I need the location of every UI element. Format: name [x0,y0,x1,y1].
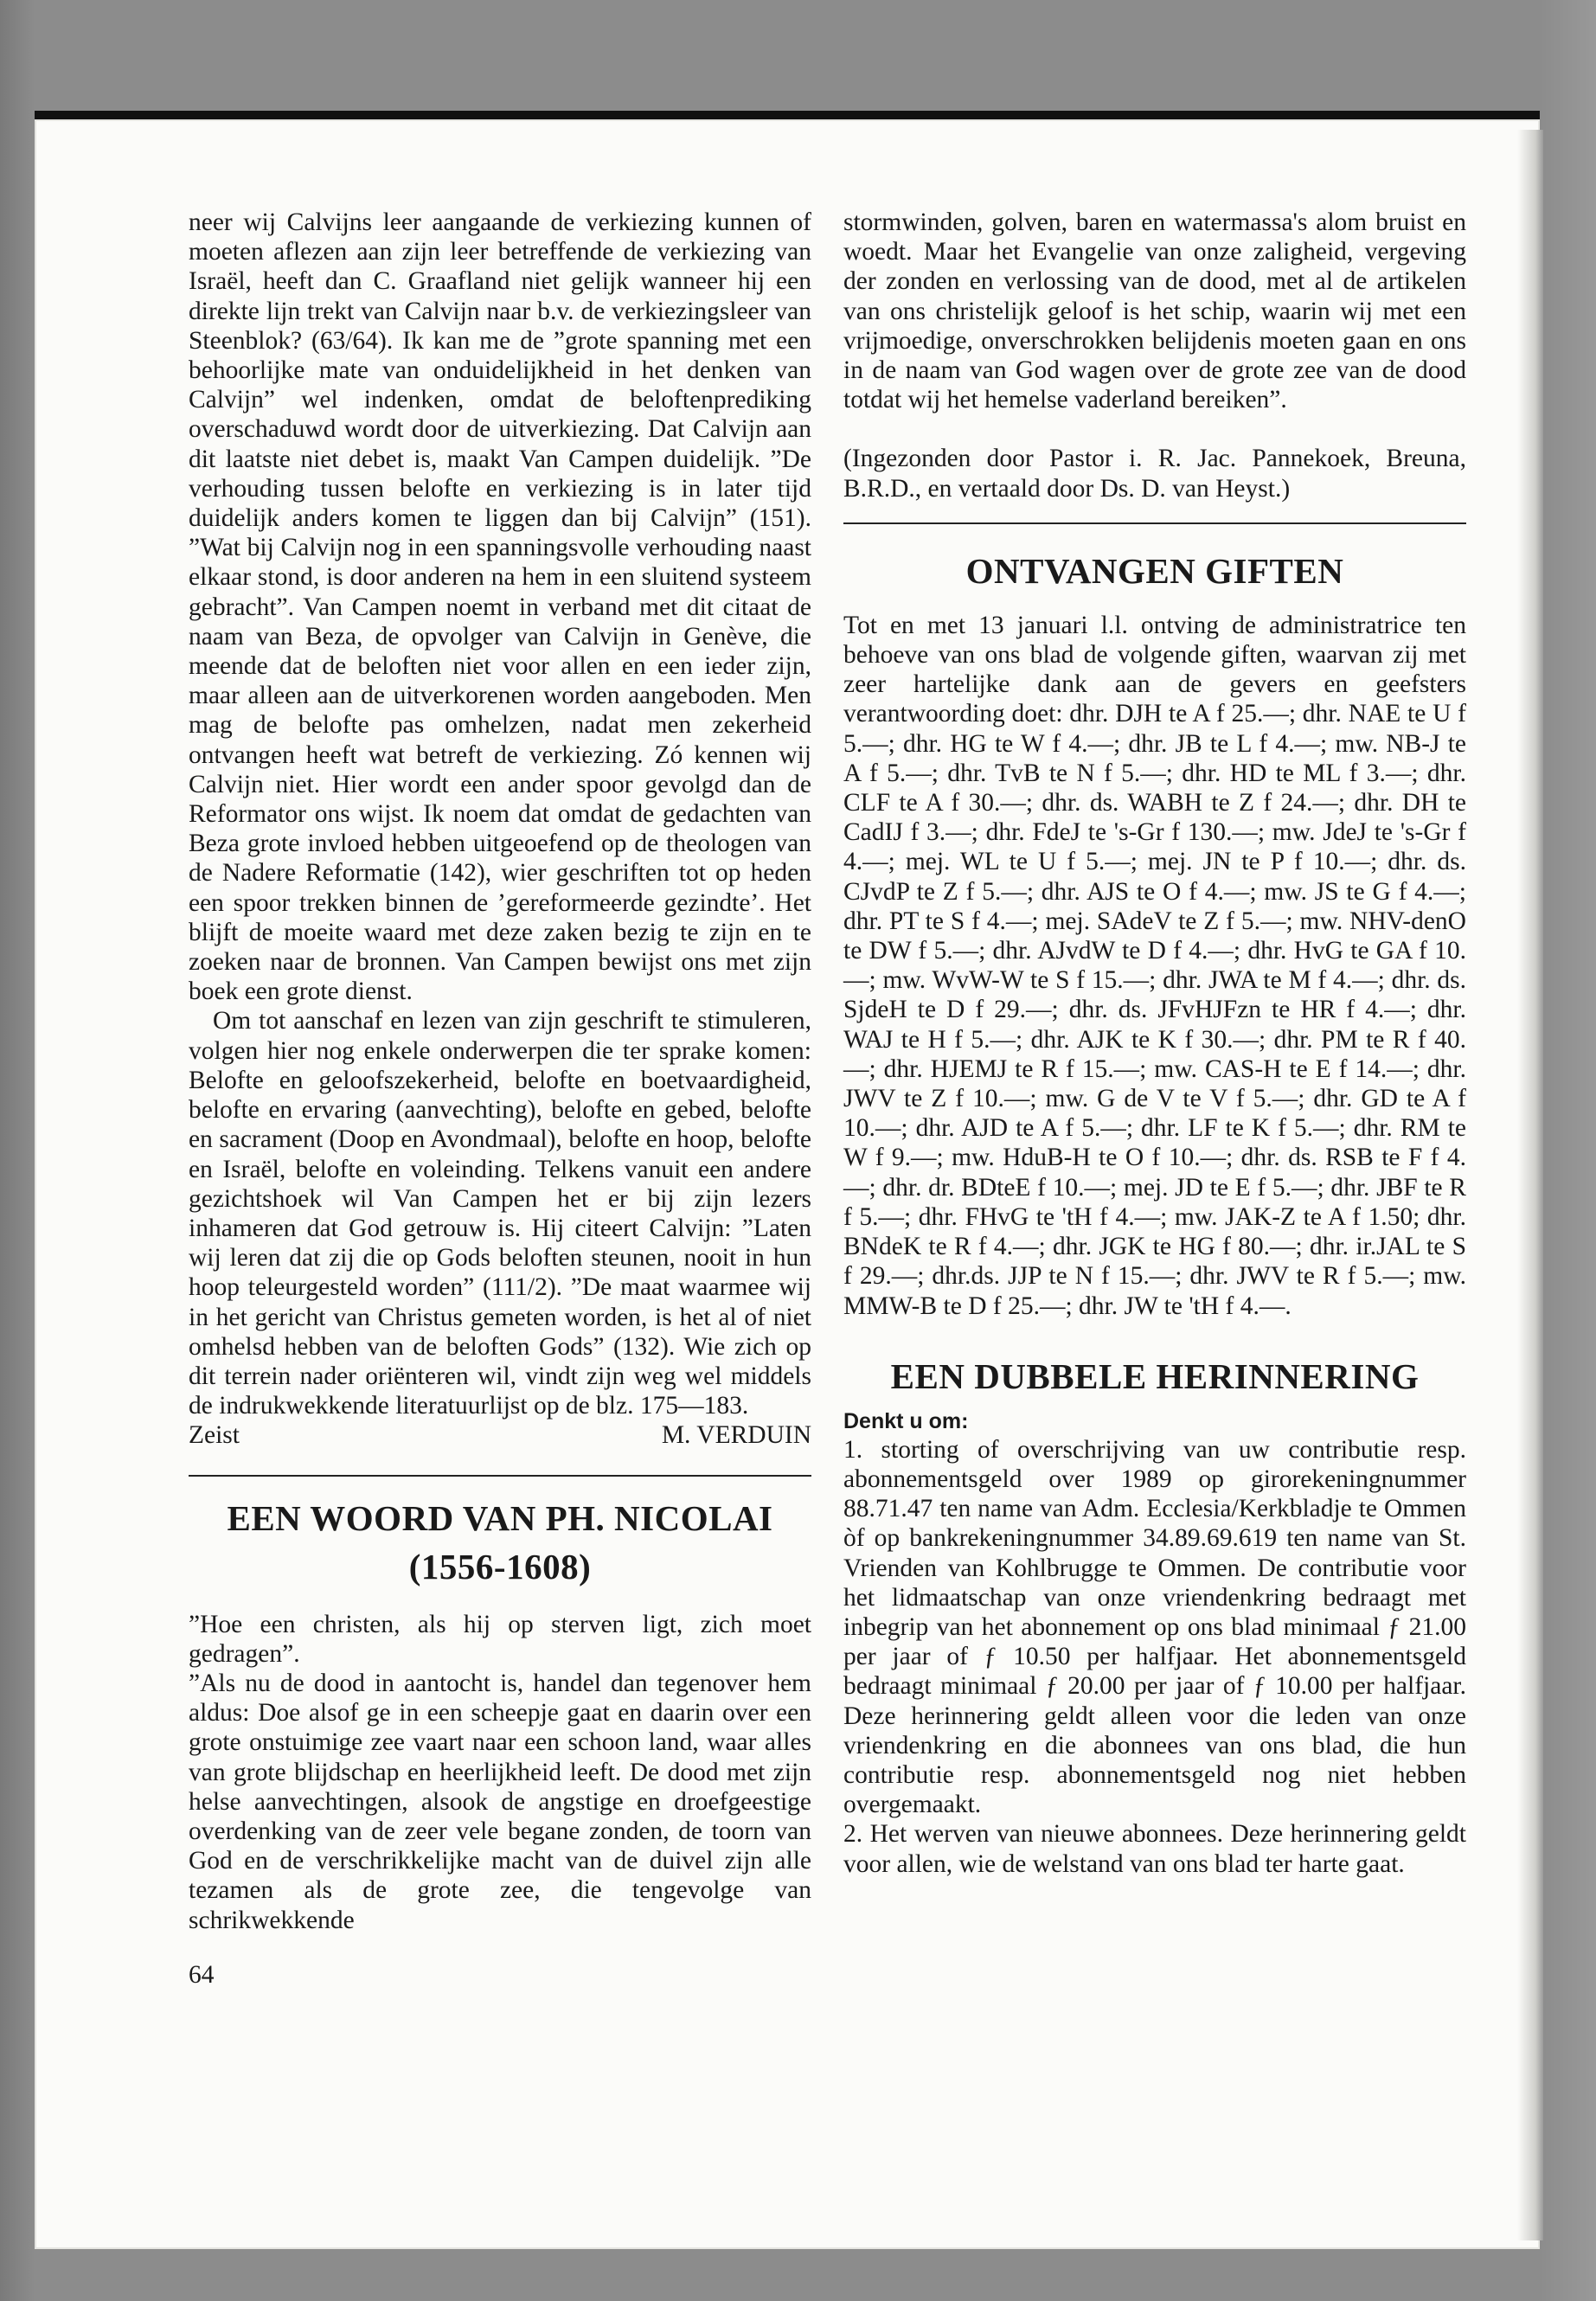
dubbele-heading: EEN DUBBELE HERINNERING [890,1356,1420,1396]
section-divider [189,1475,811,1477]
dubbele-subheading: Denkt u om: [843,1408,969,1433]
page-edge-shadow [1517,130,1543,2240]
nicolai-heading [189,1494,811,1591]
article-paragraph: Om tot aanschaf en lezen van zijn geschrift te stimuleren, volgen hier nog enkele onderwerpen die ter sprake komen: Belofte en geloofszekerheid, belofte en boetvaardigheid, belofte en ervaring (aanvechting), belofte en gebed, belofte en sacrament (Doop en Avondmaal), belofte en hoop, belofte en Israël, belofte en voleinding. Telkens vanuit een andere gezichtshoek wil Van Campen het er bij zijn lezers inhameren dat God getrouw is. Hij citeert Calvijn: ”Laten wij leren dat zij die op Gods beloften steunen, nooit in hun hoop teleurgesteld worden” (111/2). ”De maat waarmee wij in het gericht van Christus gemeten worden, is het al of niet omhelsd hebben van de beloften Gods” (132). Wie zich op dit terrein nader oriënteren wil, vindt zijn weg wel middels de indrukwekkende literatuurlijst op de blz. 175—183. [189,1007,811,1420]
giften-heading: ONTVANGEN GIFTEN [965,550,1344,591]
section-divider [843,522,1466,524]
article-signature [189,1420,811,1450]
nicolai-source-note: (Ingezonden door Pastor i. R. Jac. Pannekoek, Breuna, B.R.D., en vertaald door Ds. D. van Heyst.) [843,445,1466,503]
nicolai-paragraph: ”Als nu de dood in aantocht is, handel dan tegenover hem aldus: Doe alsof ge in een scheepje gaat en daarin over een grote onstuimige zee vaart naar een schoon land, waar alles van grote blijdschap en heerlijkheid leeft. De dood met zijn helse aanvechtingen, alsook de angstige en droefgeestige overdenking van de zeer vele begane zonden, de toorn van God en de verschrikkelijke macht van de duivel zijn alle tezamen als de grote zee, die tengevolge van schrikwekkende [189,1669,811,1934]
dubbele-item: 1. storting of overschrijving van uw contributie resp. abonnementsgeld over 1989 op girorekeningnummer 88.71.47 ten name van Adm. Ecclesia/Kerkbladje te Ommen òf op bankrekeningnummer 34.89.69.619 ten name van St. Vrienden van Kohlbrugge te Ommen. De contributie voor het lidmaatschap van onze vriendenkring bedraagt met inbegrip van het abonnement op ons blad minimaal ƒ 21.00 per jaar of ƒ 10.50 per halfjaar. Het abonnementsgeld bedraagt minimaal ƒ 20.00 per jaar of ƒ 10.00 per halfjaar. Deze herinnering geldt alleen voor die leden van onze vriendenkring en die abonnees van ons blad, die hun contributie resp. abonnementsgeld nog niet hebben overgemaakt. [843,1435,1466,1819]
signature-place: Zeist [189,1421,240,1450]
signature-author: M. VERDUIN [661,1421,811,1450]
left-column [189,208,811,1935]
article-paragraph: neer wij Calvijns leer aangaande de verkiezing kunnen of moeten aflezen aan zijn leer betreffende de verkiezing van Israël, heeft dan C. Graafland niet gelijk wanneer hij een direkte lijn trekt van Calvijn naar b.v. de verkiezingsleer van Steenblok? (63/64). Ik kan me de ”grote spanning met een behoorlijke mate van onduidelijkheid in het denken van Calvijn” wel indenken, omdat de beloftenprediking overschaduwd wordt door de uitverkiezing. Dat Calvijn aan dit laatste niet debet is, maakt Van Campen duidelijk. ”De verhouding tussen belofte en verkiezing is in later tijd duidelijk anders komen te liggen dan bij Calvijn” (151). ”Wat bij Calvijn nog in een spanningsvolle verhouding naast elkaar stond, is door anderen na hem in een sluitend systeem gebracht”. Van Campen noemt in verband met dit citaat de naam van Beza, de opvolger van Calvijn in Genève, die meende dat de beloften niet voor allen en een ieder zijn, maar alleen aan de uitverkorenen worden aangeboden. Men mag de belofte pas omhelzen, nadat men zekerheid ontvangen heeft wat betreft de verkiezing. Zó kennen wij Calvijn niet. Hier wordt een ander spoor gevolgd dan de Reformator ons wijst. Ik noem dat omdat de gedachten van Beza grote invloed hebben uitgeoefend op de theologen van de Nadere Reformatie (142), wier geschriften tot op heden een spoor trekken binnen de ’gereformeerde gezindte’. Het blijft de moeite waard met deze zaken bezig te zijn en te zoeken naar de bronnen. Van Campen bewijst ons met zijn boek een grote dienst. [189,208,811,1006]
nicolai-continued-paragraph: stormwinden, golven, baren en watermassa's alom bruist en woedt. Maar het Evangelie van onze zaligheid, vergeving der zonden en verlossing van de dood, met al de artikelen van ons christelijk geloof is het schip, waarin wij met een vrijmoedige, onverschrokken belijdenis moeten gaan en ons in de naam van God wagen over de grote zee van de dood totdat wij het hemelse vaderland bereiken”. [843,208,1466,414]
right-column [843,208,1466,1879]
dubbele-item: 2. Het werven van nieuwe abonnees. Deze herinnering geldt voor allen, wie de welstand van ons blad ter harte gaat. [843,1820,1466,1878]
nicolai-paragraph: ”Hoe een christen, als hij op sterven ligt, zich moet gedragen”. [189,1610,811,1668]
nicolai-heading-line2: (1556-1608) [408,1546,592,1586]
giften-list: Tot en met 13 januari l.l. ontving de administratrice ten behoeve van ons blad de volgende giften, waarvan zij met zeer hartelijke dank aan de gevers en geefsters verantwoording doet: dhr. DJH te A f 25.—; dhr. NAE te U f 5.—; dhr. HG te W f 4.—; dhr. JB te L f 4.—; mw. NB-J te A f 5.—; dhr. TvB te N f 5.—; dhr. HD te ML f 3.—; dhr. CLF te A f 30.—; dhr. ds. WABH te Z f 24.—; dhr. DH te CadIJ f 3.—; dhr. FdeJ te 's-Gr f 130.—; mw. JdeJ te 's-Gr f 4.—; mej. WL te U f 5.—; mej. JN te P f 10.—; dhr. ds. CJvdP te Z f 5.—; dhr. AJS te O f 4.—; mw. JS te G f 4.—; dhr. PT te S f 4.—; mej. SAdeV te Z f 5.—; mw. NHV-denO te DW f 5.—; dhr. AJvdW te D f 4.—; dhr. HvG te GA f 10.—; mw. WvW-W te S f 15.—; dhr. JWA te M f 4.—; dhr. ds. SjdeH te D f 29.—; dhr. ds. JFvHJFzn te HR f 4.—; dhr. WAJ te H f 5.—; dhr. AJK te K f 30.—; dhr. PM te R f 40.—; dhr. HJEMJ te R f 15.—; mw. CAS-H te E f 14.—; dhr. JWV te Z f 10.—; mw. G de V te V f 5.—; dhr. GD te A f 10.—; dhr. AJD te A f 5.—; dhr. LF te K f 5.—; dhr. RM te W f 9.—; mw. HduB-H te O f 10.—; dhr. ds. RSB te F f 4.—; dhr. dr. BDteE f 10.—; mej. JD te E f 5.—; dhr. JBF te R f 5.—; dhr. FHvG te 'tH f 4.—; mw. JAK-Z te A f 1.50; dhr. BNdeK te R f 4.—; dhr. JGK te HG f 80.—; dhr. ir.JAL te S f 29.—; dhr.ds. JJP te N f 15.—; dhr. JWV te R f 5.—; mw. MMW-B te D f 25.—; dhr. JW te 'tH f 4.—. [843,611,1466,1320]
page-number: 64 [189,1961,215,1989]
nicolai-heading-line1: EEN WOORD VAN PH. NICOLAI [227,1497,773,1538]
